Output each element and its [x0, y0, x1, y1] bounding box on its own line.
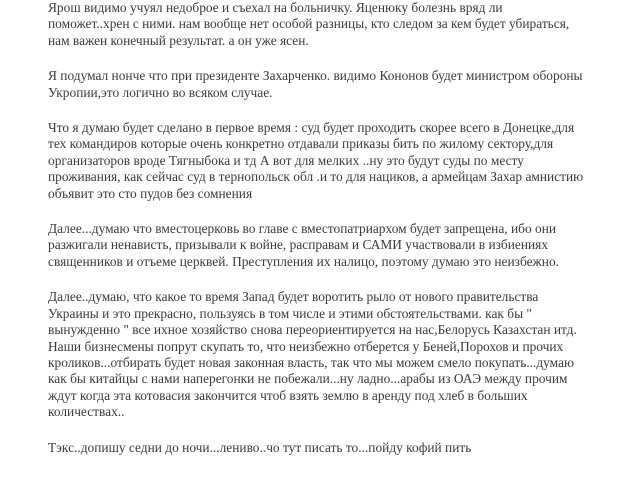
- text-line: кроликов...отбирать будет новая законная власть, так что мы можем смело покупать...думаю: [48, 354, 575, 370]
- text-line: Укропии,это логично во всяком случае.: [48, 84, 273, 100]
- text-line: ждут когда эта котовасия закончится чтоб взять землю в аренду под хлеб в больших: [48, 387, 528, 403]
- text-line: количествах..: [48, 404, 125, 420]
- text-line: нам важен конечный результат. а он уже ясен.: [48, 32, 309, 48]
- text-line: поможет..хрен с ними. нам вообще нет особой разницы, кто следом за кем будет убираться,: [48, 16, 570, 32]
- text-line: организаторов вроде Тягныбока и тд А вот для мелких ..ну это будут суды по месту: [48, 152, 524, 168]
- paragraph-3: [48, 120, 634, 202]
- paragraph-4: [48, 221, 634, 270]
- text-line: Я подумал нонче что при президенте Захарченко. видимо Кононов будет министром обороны: [48, 68, 583, 84]
- paragraph-5: [48, 289, 634, 420]
- post-body: [48, 0, 634, 475]
- paragraph-6: [48, 440, 634, 456]
- text-line: разжигали ненависть, призывали к войне, расправам и САМИ участвовали в избиениях: [48, 237, 549, 253]
- text-line: Далее...думаю что вместоцерковь во главе с вместопатриархом будет запрещена, ибо они: [48, 221, 557, 237]
- text-line: объявит это сто пудов без сомнения: [48, 185, 253, 201]
- text-line: Далее..думаю, что какое то время Запад будет воротить рыло от нового правительства: [48, 289, 539, 305]
- text-line: Наши бизнесмены попрут скупать то, что неизбежно отберется у Беней,Порохов и прочих: [48, 338, 564, 354]
- text-line: Украины и это прекрасно, пользуясь в том числе и этими обстоятельствами. как бы ": [48, 305, 532, 321]
- text-line: Ярош видимо учуял недоброе и съехал на больничку. Яценюку болезнь вряд ли: [48, 0, 503, 15]
- paragraph-2: [48, 68, 634, 101]
- text-line: проживания, как сейчас суд в тернопольск обл .и то для нациков, а армейцам Захар амнистию: [48, 169, 584, 185]
- text-line: тех командиров которые очень конкретно отдавали приказы бить по жилому сектору,для: [48, 136, 554, 152]
- text-line: как бы китайцы с нами наперегонки не побежали...ну ладно...арабы из ОАЭ между прочим: [48, 371, 568, 387]
- text-line: Что я думаю будет сделано в первое время : суд будет проходить скорее всего в Донецке,для: [48, 120, 575, 136]
- paragraph-1: [48, 0, 634, 49]
- text-line: священников и отъеме церквей. Преступления их налицо, поэтому думаю это неизбежно.: [48, 253, 559, 269]
- text-line: Тэкс..допишу седни до ночи...лениво..чо тут писать то...пойду кофий пить: [48, 439, 472, 455]
- text-line: вынужденно " все ихное хозяйство снова переориентируется на нас,Белорусь Казахстан итд.: [48, 322, 577, 338]
